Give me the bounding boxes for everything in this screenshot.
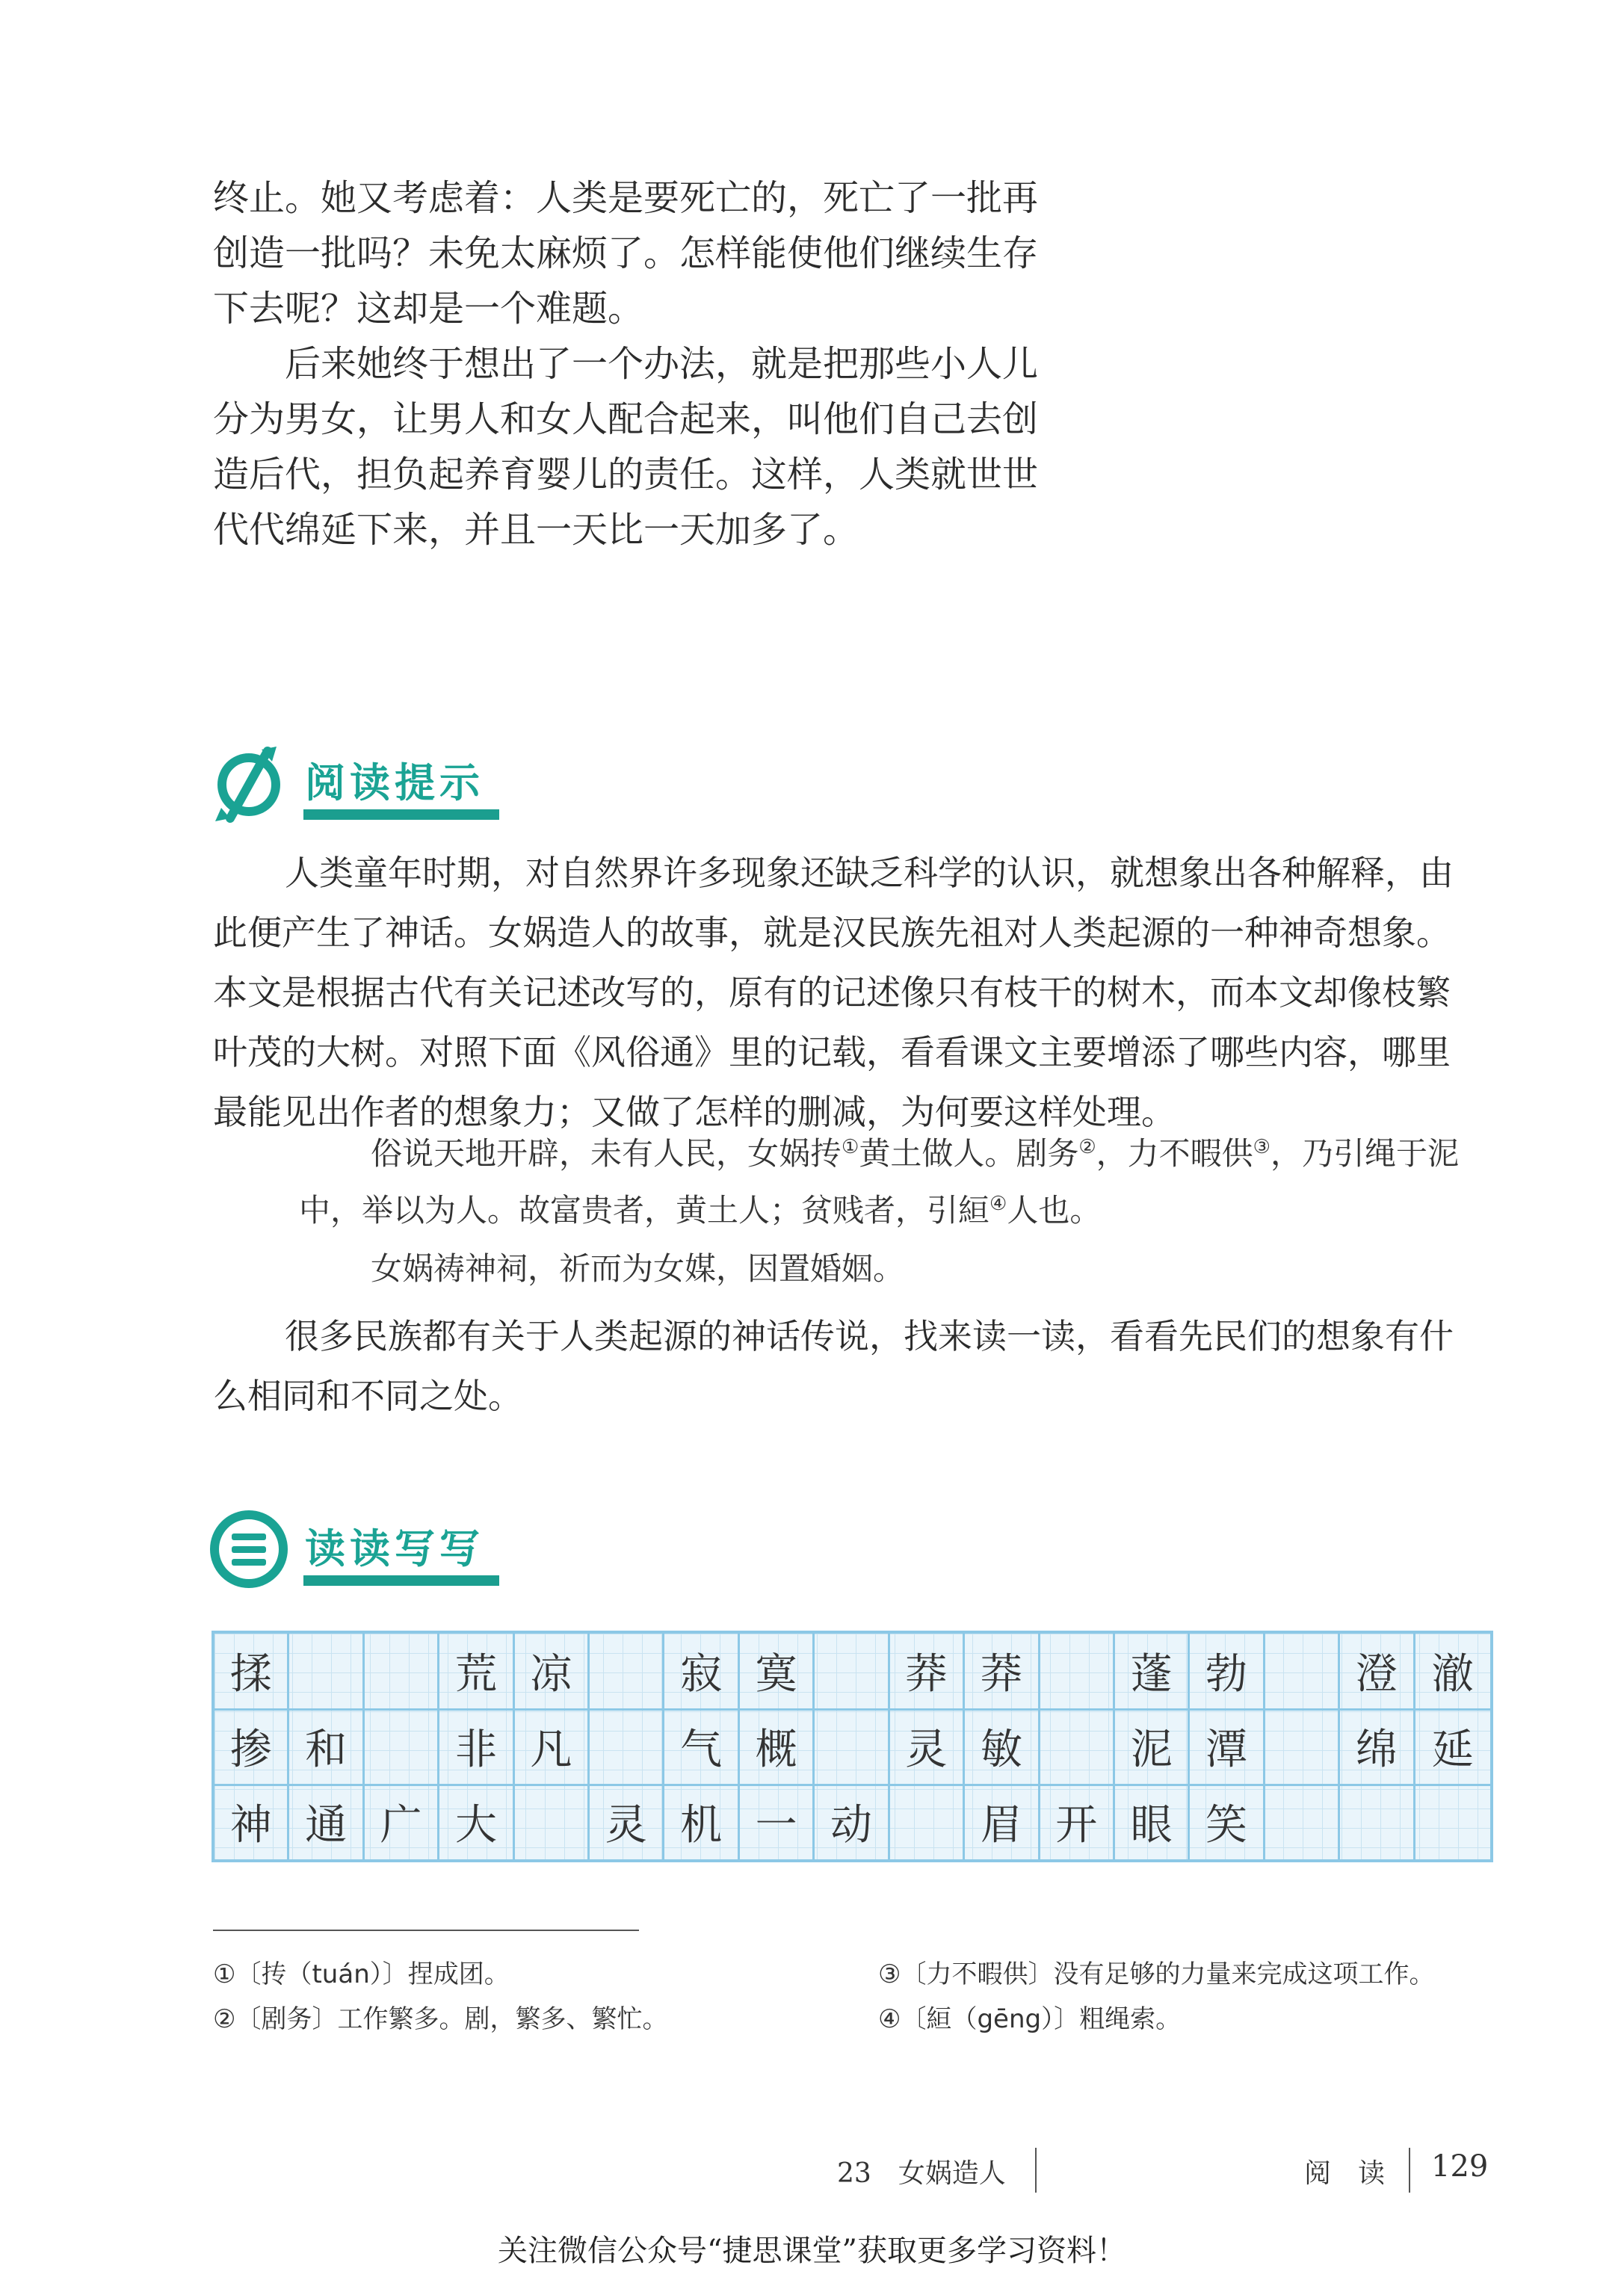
- vocab-cell: [1340, 1785, 1415, 1859]
- list-icon: [208, 1508, 290, 1590]
- vocab-cell: [1265, 1709, 1340, 1784]
- vocab-title: 读读写写: [305, 1525, 484, 1572]
- vocab-cell: 敏: [965, 1709, 1040, 1784]
- vocab-cell: [1040, 1709, 1115, 1784]
- vocab-cell: [1040, 1634, 1115, 1708]
- vocab-cell: 寂: [664, 1634, 739, 1708]
- vocab-cell: 勃: [1190, 1634, 1265, 1708]
- footnote-ref-2[interactable]: ②: [1078, 1136, 1096, 1158]
- vocab-cell: 揉: [214, 1634, 289, 1708]
- vocab-cell: [365, 1709, 439, 1784]
- vocab-cell: 掺: [214, 1709, 289, 1784]
- reading-tips-paragraph-2: 很多民族都有关于人类起源的神话传说，找来读一读，看看先民们的想象有什么相同和不同之处。: [213, 1316, 1454, 1416]
- vocab-cell: 灵: [890, 1709, 965, 1784]
- vocab-row-2: [214, 1709, 1490, 1786]
- vocab-cell: 蓬: [1115, 1634, 1190, 1708]
- vocab-cell: 澄: [1340, 1634, 1415, 1708]
- quote1-e: 人也。: [1007, 1192, 1102, 1229]
- unit-label: 阅 读: [1304, 2158, 1386, 2189]
- vocab-cell: 眉: [965, 1785, 1040, 1859]
- reading-tips-icon: [208, 744, 290, 826]
- vocab-cell: [289, 1634, 364, 1708]
- vocab-cell: 气: [664, 1709, 739, 1784]
- vocab-cell: 一: [740, 1785, 815, 1859]
- quote1-c: ，力不暇供: [1096, 1135, 1253, 1172]
- vocab-header: [208, 1502, 522, 1599]
- footnote-2: ②〔剧务〕工作繁多。剧，繁多、繁忙。: [213, 2004, 668, 2034]
- vocab-cell: 绵: [1340, 1709, 1415, 1784]
- vocab-row-1: [214, 1634, 1490, 1711]
- vocab-cell: [1265, 1634, 1340, 1708]
- vocab-grid: [212, 1631, 1493, 1862]
- story-paragraph-1: 终止。她又考虑着：人类是要死亡的，死亡了一批再创造一批吗？未免太麻烦了。怎样能使他们继续生存下去呢？这却是一个难题。: [213, 177, 1039, 330]
- fengsutong-quote-1: [299, 1125, 1495, 1239]
- vocab-cell: 凉: [515, 1634, 590, 1708]
- footnote-1: ①〔抟（tuán）〕捏成团。: [213, 1959, 510, 1989]
- vocab-cell: [890, 1785, 965, 1859]
- vocab-cell: 广: [365, 1785, 439, 1859]
- vocab-cell: 概: [740, 1709, 815, 1784]
- footnote-ref-4[interactable]: ④: [989, 1193, 1007, 1215]
- vocab-cell: [815, 1709, 889, 1784]
- story-paragraph-2: 后来她终于想出了一个办法，就是把那些小人儿分为男女，让男人和女人配合起来，叫他们自己去创造后代，担负起养育婴儿的责任。这样，人类就世世代代绵延下来，并且一天比一天加多了。: [213, 343, 1039, 551]
- vocab-cell: 莽: [965, 1634, 1040, 1708]
- footer-divider-2: [1409, 2148, 1410, 2193]
- vocab-cell: 神: [214, 1785, 289, 1859]
- footnote-4: ④〔絙（gēng）〕粗绳索。: [878, 2004, 1182, 2034]
- footer-divider-1: [1035, 2148, 1037, 2193]
- reading-tips-paragraph-1: 人类童年时期，对自然界许多现象还缺乏科学的认识，就想象出各种解释，由此便产生了神话。女娲造人的故事，就是汉民族先祖对人类起源的一种神奇想象。本文是根据古代有关记述改写的，原有的记述像只有枝干的树木，而本文却像枝繁叶茂的大树。对照下面《风俗通》里的记载，看看课文主要增添了哪些内容，哪里最能见出作者的想象力；又做了怎样的删减，为何要这样处理。: [213, 853, 1454, 1132]
- vocab-cell: [815, 1634, 889, 1708]
- vocab-cell: [1415, 1785, 1490, 1859]
- vocab-cell: [1265, 1785, 1340, 1859]
- quote1-a: 俗说天地开辟，未有人民，女娲抟: [371, 1135, 842, 1172]
- lesson-label: 23 女娲造人: [837, 2158, 1006, 2189]
- vocab-cell: [365, 1634, 439, 1708]
- vocab-cell: [590, 1634, 664, 1708]
- wechat-notice: 关注微信公众号“捷思课堂”获取更多学习资料！: [498, 2234, 1126, 2268]
- vocab-cell: 灵: [590, 1785, 664, 1859]
- vocab-cell: 澈: [1431, 1650, 1474, 1699]
- vocab-cell: 大: [439, 1785, 514, 1859]
- vocab-cell: 凡: [515, 1709, 590, 1784]
- vocab-cell: 笑: [1190, 1785, 1265, 1859]
- vocab-cell: 延: [1431, 1726, 1474, 1774]
- vocab-cell: 寞: [740, 1634, 815, 1708]
- vocab-cell: 非: [439, 1709, 514, 1784]
- vocab-cell: 莽: [890, 1634, 965, 1708]
- footnote-ref-1[interactable]: ①: [842, 1136, 859, 1158]
- reading-tips-header: [208, 736, 522, 833]
- vocab-cell: 通: [289, 1785, 364, 1859]
- vocab-cell: 开: [1040, 1785, 1115, 1859]
- vocab-cell: 和: [289, 1709, 364, 1784]
- footnote-divider: [213, 1930, 639, 1931]
- vocab-row-3: [214, 1785, 1490, 1859]
- quote1-d: ，乃引绳于泥中，举以为人。故富贵者，黄土人；贫贱者，引絙: [299, 1135, 1459, 1229]
- vocab-cell: 荒: [439, 1634, 514, 1708]
- footnote-ref-3[interactable]: ③: [1253, 1136, 1271, 1158]
- quote1-b: 黄土做人。剧务: [859, 1135, 1079, 1172]
- quote2-text: 女娲祷神祠，祈而为女媒，因置婚姻。: [371, 1250, 905, 1287]
- vocab-cell: [590, 1709, 664, 1784]
- reading-tips-underline: [303, 809, 499, 820]
- vocab-cell: 潭: [1190, 1709, 1265, 1784]
- vocab-underline: [303, 1575, 499, 1586]
- vocab-cell: [515, 1785, 590, 1859]
- vocab-cell: 动: [815, 1785, 889, 1859]
- footnote-3: ③〔力不暇供〕没有足够的力量来完成这项工作。: [878, 1959, 1435, 1989]
- vocab-cell: 泥: [1115, 1709, 1190, 1784]
- page-number: 129: [1431, 2149, 1489, 2184]
- reading-tips-title: 阅读提示: [305, 759, 484, 806]
- vocab-cell: 眼: [1115, 1785, 1190, 1859]
- fengsutong-quote-2: [299, 1241, 1495, 1297]
- vocab-cell: 机: [664, 1785, 739, 1859]
